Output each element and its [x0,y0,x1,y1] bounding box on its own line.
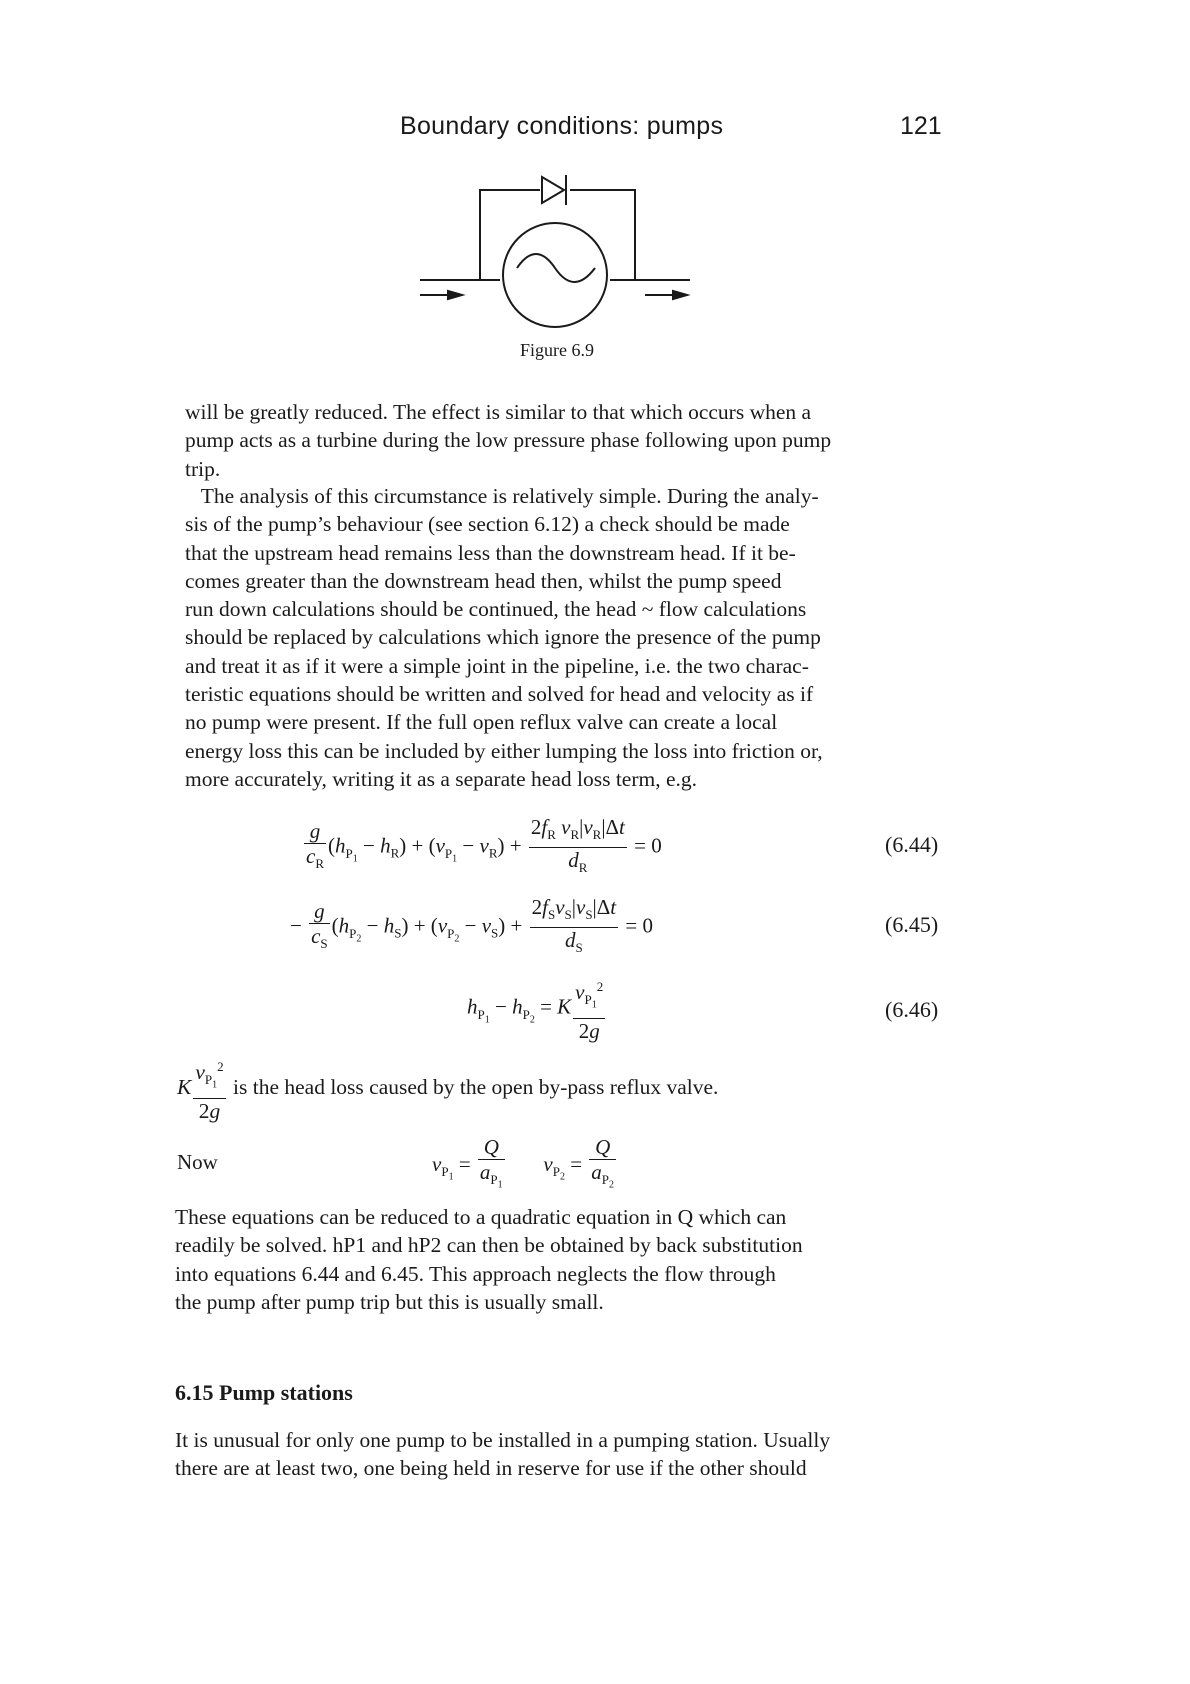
bypass-left [480,190,540,280]
equation-6-45: − $\frac{g}{c_S}$ $(h_{P_2} - h_S) + (v_{P_2} - v_S)$ + $\frac{2f_Sv_S|v_S|\Delta t}{d_S}$ = 0 [290,895,653,956]
now-label: Now [177,1150,218,1174]
section-heading: 6.15 Pump stations [175,1380,353,1405]
velocity-relations: $v_{P_1}$ = $\frac{Q}{a_{P_1}}$ $v_{P_2}$ = $\frac{Q}{a_{P_2}}$ [432,1135,615,1191]
text-line: comes greater than the downstream head then, whilst the pump speed [185,568,782,593]
pump-bypass-diagram [420,150,750,340]
text-line: These equations can be reduced to a quadratic equation in Q which can [175,1205,787,1229]
paragraph-1 [185,398,955,483]
text-line: the pump after pump trip but this is usually small. [175,1289,604,1314]
text-line: The analysis of this circumstance is relatively simple. During the analy- [185,484,819,508]
paragraph-2 [185,482,955,793]
text-line: readily be solved. hP1 and hP2 can then be obtained by back substitution [175,1233,803,1258]
headloss-text: is the head loss caused by the open by-pass reflux valve. [227,1074,719,1099]
bypass-right [570,190,635,280]
text-line: no pump were present. If the full open reflux valve can create a local [185,710,778,735]
text-line: and treat it as if it were a simple joint in the pipeline, i.e. the two charac- [185,653,809,678]
equation-6-46: $h_{P_1} - h_{P_2} = K$ $\frac{v_{P_1}^2}{2g}$ [467,975,607,1043]
flow-arrowhead-in [448,291,462,299]
text-line: It is unusual for only one pump to be installed in a pumping station. Usually [175,1428,831,1452]
equation-6-44: $\frac{g}{c_R}$ $(h_{P_1} - h_R) + (v_{P_1} - v_R)$ + $\frac{2f_R v_R|v_R|\Delta t}{d_R}$ = 0 [306,815,662,876]
text-line: trip. [185,456,221,481]
text-line: into equations 6.44 and 6.45. This approach neglects the flow through [175,1261,776,1286]
equation-number: (6.46) [885,997,939,1022]
figure-caption: Figure 6.9 [520,340,594,360]
paragraph-3 [175,1203,945,1316]
flow-arrowhead-out [673,291,687,299]
text-line: there are at least two, one being held in reserve for use if the other should [175,1456,807,1481]
equation-number: (6.45) [885,912,939,937]
text-line: will be greatly reduced. The effect is similar to that which occurs when a [185,400,812,424]
equation-number: (6.44) [885,832,939,857]
text-line: more accurately, writing it as a separate head loss term, e.g. [185,766,698,791]
page-number: 121 [900,112,942,140]
paragraph-4 [175,1426,945,1483]
reflux-valve-icon [542,177,564,203]
text-line: energy loss this can be included by either lumping the loss into friction or, [185,738,823,763]
text-line: sis of the pump’s behaviour (see section 6.12) a check should be made [185,512,790,537]
text-line: pump acts as a turbine during the low pressure phase following upon pump [185,428,832,453]
text-line: run down calculations should be continued, the head ~ flow calculations [185,597,807,622]
text-line: teristic equations should be written and solved for head and velocity as if [185,682,814,707]
text-line: that the upstream head remains less than the downstream head. If it be- [185,540,796,565]
pump-wave [517,254,595,282]
running-title: Boundary conditions: pumps [400,112,724,140]
headloss-sentence: K $\frac{v_{P_1}^2}{2g}$ is the head loss caused by the open by-pass reflux valve. [177,1055,718,1123]
pump-icon [503,223,607,327]
text-line: should be replaced by calculations which ignore the presence of the pump [185,625,821,650]
